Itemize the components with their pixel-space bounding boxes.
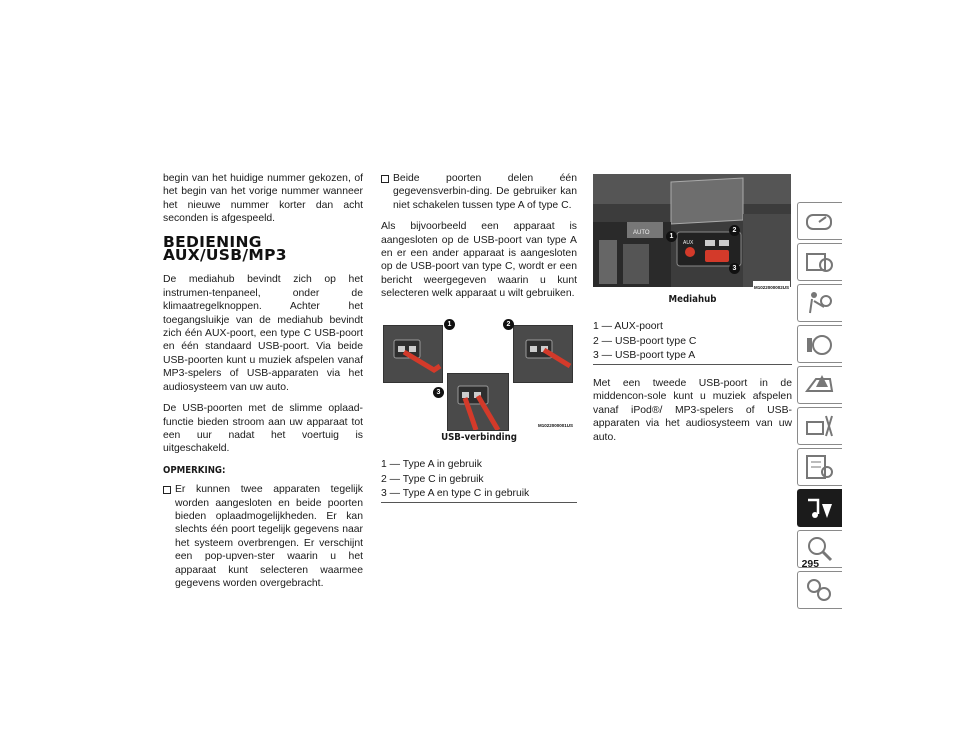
tab-instrument-cluster[interactable] — [797, 202, 842, 240]
photo-mediahub — [593, 174, 791, 287]
text-column-2 — [381, 172, 577, 515]
multimedia-icon — [804, 494, 836, 522]
airbag-icon — [804, 289, 836, 317]
tab-servicing[interactable] — [797, 407, 842, 445]
bullet-box-icon — [163, 486, 171, 494]
bullet-text: Er kunnen twee apparaten tegelijk worden aangesloten en beide poorten bieden oplaadmogelijkheden. Er kan slechts één poort tegelijk gegevens naar het systeem overbrengen. Er verschijnt een pop-upven-ster waarin u het apparaat kunt selecteren waarmee gegevens worden overgebracht. — [175, 484, 363, 589]
photo-type-c — [513, 325, 573, 383]
specifications-icon — [804, 453, 836, 481]
marker-3: 3 — [433, 387, 444, 398]
text-column-1 — [163, 172, 363, 598]
paragraph-second-usb: Met een tweede USB-poort in de middencon-sole kunt u muziek afspelen vanaf iPod®/ MP3-spelers of USB-apparaten via het audiosysteem van uw auto. — [593, 377, 792, 443]
safety-icon — [804, 248, 836, 276]
legend-item: 1 — Type A in gebruik — [381, 459, 482, 471]
tab-multimedia[interactable] — [797, 489, 842, 527]
section-heading: BEDIENING AUX/USB/MP3 — [163, 232, 287, 265]
figure-caption: USB-verbinding — [441, 431, 517, 443]
tab-airbag[interactable] — [797, 284, 842, 322]
bullet-item — [163, 483, 363, 590]
instrument-cluster-icon — [804, 207, 836, 235]
photo-type-a — [383, 325, 443, 383]
usb-connection-figure — [381, 309, 577, 427]
marker-1: 1 — [444, 319, 455, 330]
marker-3: 3 — [729, 263, 740, 274]
paragraph-device-select: Als bijvoorbeeld een apparaat is aangesloten op de USB-poort van type A en er een ander apparaat is aangesloten op de USB-poort van type C, wordt er een bericht weergegeven waarin u kunt selecteren welk apparaat u wilt gebruiken. — [381, 221, 577, 300]
tab-specifications[interactable] — [797, 448, 842, 486]
photo-both — [447, 373, 509, 431]
mediahub-figure — [593, 174, 792, 290]
legend-item: 2 — Type C in gebruik — [381, 473, 484, 485]
legend-item: 2 — USB-poort type C — [593, 335, 697, 347]
figure-code: M1022000001US — [538, 422, 574, 428]
figure-code: M1022000002US — [753, 281, 790, 294]
bullet-box-icon — [381, 175, 389, 183]
figure-legend — [593, 320, 792, 365]
legend-item: 1 — AUX-poort — [593, 321, 663, 333]
tab-index[interactable] — [797, 571, 842, 609]
tab-emergency[interactable] — [797, 366, 842, 404]
bullet-text: Beide poorten delen één gegevensverbin-ding. De gebruiker kan niet schakelen tussen type A of type C. — [393, 173, 577, 211]
paragraph-smart-charging: De USB-poorten met de slimme oplaad-functie bieden stroom aan uw apparaat tot een uur nadat het voertuig is uitgeschakeld. — [163, 403, 363, 455]
bullet-item — [381, 172, 577, 212]
index-icon — [804, 576, 836, 604]
legend-item: 3 — Type A en type C in gebruik — [381, 488, 530, 500]
servicing-icon — [804, 412, 836, 440]
text-column-3 — [593, 172, 792, 452]
paragraph-mediahub: De mediahub bevindt zich op het instrumen-tenpaneel, onder de klimaatregelknoppen. Achter het toegangsluikje van de mediahub bevindt zich één AUX-poort, een type C USB-poort en één standaard USB-poort. Via beide USB-poorten kunt u muziek afspelen vanaf MP3-spelers of USB-apparaten via het audiosysteem van uw auto. — [163, 274, 363, 393]
marker-2: 2 — [729, 225, 740, 236]
figure-caption: Mediahub — [668, 294, 717, 305]
aux-label: AUX — [683, 240, 694, 246]
note-label: OPMERKING: — [163, 464, 226, 476]
marker-1: 1 — [666, 231, 677, 242]
legend-item: 3 — USB-poort type A — [593, 350, 696, 362]
marker-2: 2 — [503, 319, 514, 330]
auto-label: AUTO — [633, 230, 650, 236]
paragraph-track-restart: begin van het huidige nummer gekozen, of het begin van het vorige nummer wanneer het nieuwe nummer korter dan acht seconden is afgespeeld. — [163, 173, 363, 225]
chapter-tabs — [797, 202, 841, 612]
page-number: 295 — [801, 559, 819, 570]
figure-legend — [381, 458, 577, 503]
tab-safety[interactable] — [797, 243, 842, 281]
tab-starting-driving[interactable] — [797, 325, 842, 363]
starting-driving-icon — [804, 330, 836, 358]
emergency-icon — [804, 371, 836, 399]
